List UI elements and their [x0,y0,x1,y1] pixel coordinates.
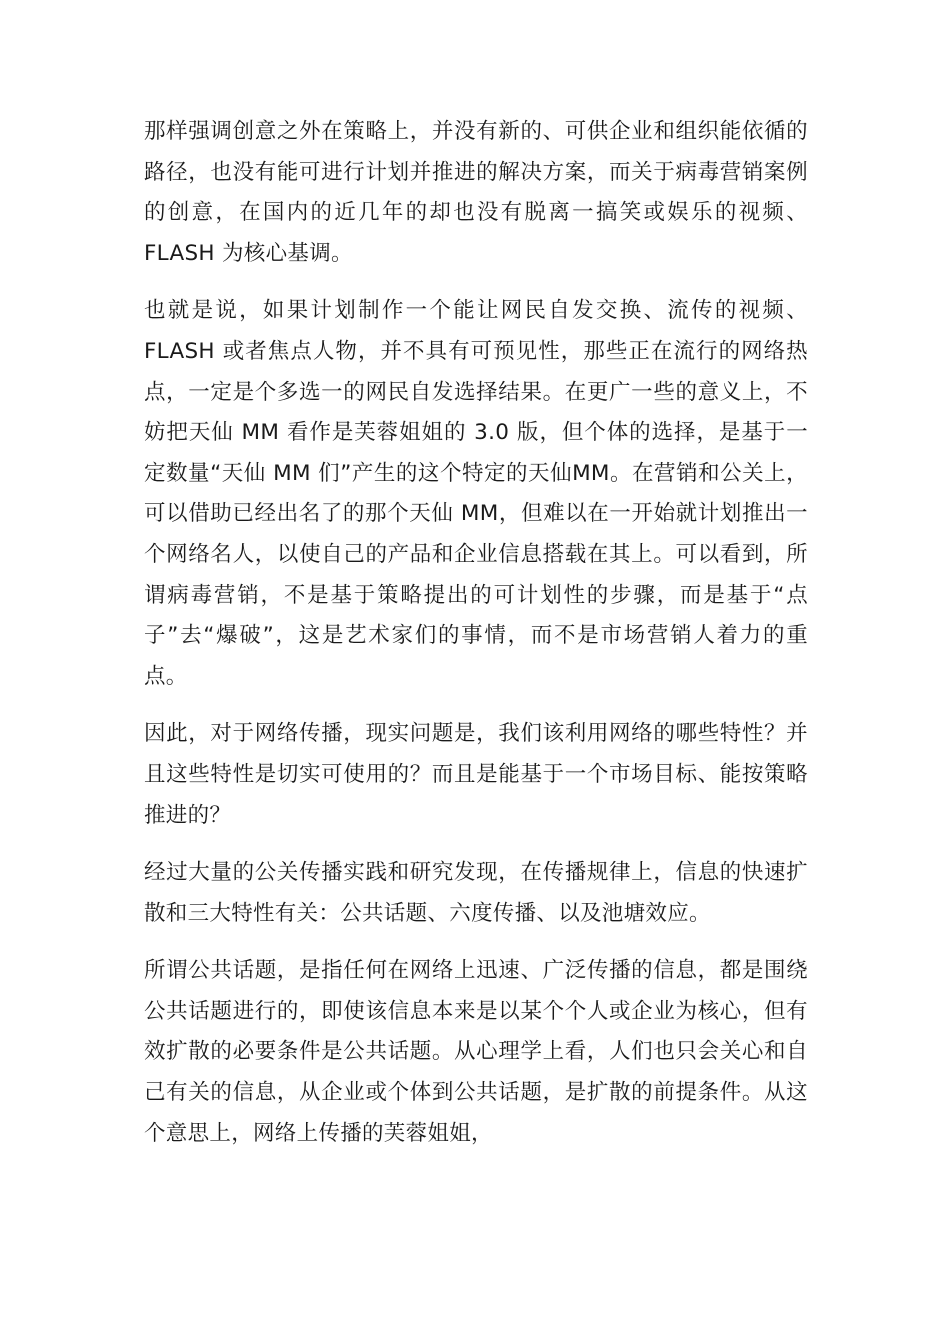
paragraph-3: 因此，对于网络传播，现实问题是，我们该利用网络的哪些特性？并且这些特性是切实可使用的？而且是能基于一个市场目标、能按策略推进的？ [144,721,808,828]
paragraph-5: 所谓公共话题，是指任何在网络上迅速、广泛传播的信息，都是围绕公共话题进行的，即使该信息本来是以某个个人或企业为核心，但有效扩散的必要条件是公共话题。从心理学上看，人们也只会关心和自己有关的信息，从企业或个体到公共话题，是扩散的前提条件。从这个意思上，网络上传播的芙蓉姐姐， [144,958,808,1146]
paragraph-2: 也就是说，如果计划制作一个能让网民自发交换、流传的视频、FLASH 或者焦点人物，并不具有可预见性，那些正在流行的网络热点，一定是个多选一的网民自发选择结果。在更广一些的意义上，不妨把天仙 MM 看作是芙蓉姐姐的 3.0 版，但个体的选择，是基于一定数量“天仙 MM 们”产生的这个特定的天仙MM。在营销和公关上，可以借助已经出名了的那个天仙 MM，但难以在一开始就计划推出一个网络名人，以使自己的产品和企业信息搭载在其上。可以看到，所谓病毒营销，不是基于策略提出的可计划性的步骤，而是基于“点子”去“爆破”，这是艺术家们的事情，而不是市场营销人着力的重点。 [144,298,808,689]
paragraph-1: 那样强调创意之外在策略上，并没有新的、可供企业和组织能依循的路径，也没有能可进行计划并推进的解决方案，而关于病毒营销案例的创意，在国内的近几年的却也没有脱离一搞笑或娱乐的视频、FLASH 为核心基调。 [144,119,808,266]
article-body [144,112,808,1171]
paragraph-4: 经过大量的公关传播实践和研究发现，在传播规律上，信息的快速扩散和三大特性有关：公共话题、六度传播、以及池塘效应。 [144,860,808,926]
